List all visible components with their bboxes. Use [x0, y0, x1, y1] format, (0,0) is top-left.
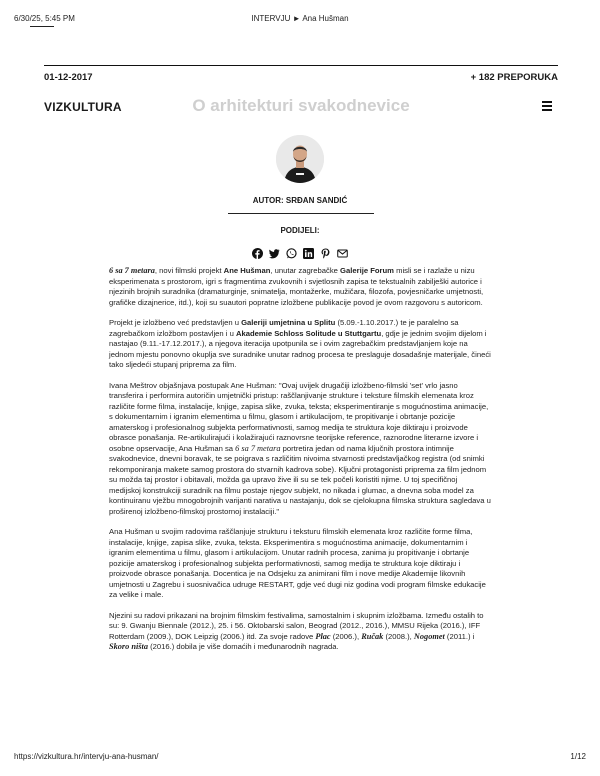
article-paragraph: [109, 318, 491, 371]
article-paragraph: Ana Hušman u svojim radovima raščlanjuje strukturu i teksturu filmskih elemenata kroz različite forme filma, instalacije, knjige, zapisa slike, zvuka, teksta. Eksperimentira s mogućnostima animacije, dokumentarnim i igranim elementima u filmu, glasom i artikulacijom. Unutar radnih procesa, zanima ju propitivanje i obrtanje pozicije amaterskog i profesionalnog subjekta performativnosti, samog medija te struktura koje diktiraju i proizvode obrasce ponašanja. Docentica je na Odsjeku za animirani film i nove medije Akademije likovnih umjetnosti u Zagrebu i suosnivačica udruge RESTART, gdje već dugi niz godina vodi program filmske edukacije za velike i male.: [109, 527, 486, 599]
film-title: 6 sa 7 metara: [235, 443, 281, 453]
twitter-icon[interactable]: [269, 248, 280, 259]
text-run: Njezini su radovi prikazani na brojnim filmskim festivalima, samostalnim i skupnim izložbama. Između ostalih to su: 9. Gwanju Biennale (2012.), 25. i 56. Oktobarski salon, Beograd (2012., 2016.), MMSU Rijeka (2016.), IFF Rotterdam (2009.), DOK Leipzig (2006.) itd. Za svoje radove: [109, 610, 484, 641]
email-icon[interactable]: [337, 248, 348, 259]
site-logo[interactable]: VIZKULTURA: [44, 100, 122, 114]
text-run: (5.09.-1.10.2017.) te je paralelno sa zagrebačkom izložbom postavljen i u: [109, 318, 459, 338]
facebook-icon[interactable]: [252, 248, 263, 259]
text-run: (2016.) dobila je više domaćih i međunarodnih nagrada.: [147, 642, 339, 651]
article-body: [109, 266, 491, 663]
film-title: Skoro ništa: [109, 642, 148, 651]
article-headline: O arhitekturi svakodnevice: [192, 96, 410, 115]
film-title: Nogomet: [413, 631, 445, 641]
film-title: 6 sa 7 metara: [109, 266, 155, 275]
author-avatar: [276, 135, 324, 183]
article-paragraph: [109, 381, 491, 518]
pinterest-icon[interactable]: [320, 248, 331, 259]
recommend-button[interactable]: + 182 PREPORUKA: [470, 72, 558, 83]
share-label: PODIJELI:: [280, 226, 320, 235]
linkedin-icon[interactable]: [303, 248, 314, 259]
print-datetime: 6/30/25, 5:45 PM: [14, 14, 75, 23]
text-run: , gdje je jednim svojim dijelom i nastajao (9.11.-17.12.2017.), a njegova iteracija upotpunila se i ovim zagrebačkim predstavljanjem koje na jednom mjestu ponovno okuplja sve suradnike unutar radnog procesa te preslaguje dosadašnje materijale, čineći tako sljedeći stupanj priprema za film.: [109, 328, 491, 369]
gallery-link[interactable]: Galerije Forum: [340, 266, 394, 275]
article-paragraph: [109, 266, 491, 308]
author-name[interactable]: AUTOR: SRĐAN SANDIĆ: [252, 196, 348, 205]
print-title: INTERVJU ► Ana Hušman: [251, 14, 349, 23]
gallery-split-link[interactable]: Galeriji umjetnina u Splitu: [241, 318, 336, 327]
article-paragraph: [109, 611, 491, 653]
akademie-link[interactable]: Akademie Schloss Solitude u Stuttgartu: [235, 328, 382, 338]
text-run: (2006.),: [330, 631, 362, 641]
text-run: Ivana Meštrov objašnjava postupak Ane Hušman: "Ovaj uvijek drugačiji izložbeno-filmski 'set' vrlo jasno transferira i performira autoričin umjetnički pristup: raščlanjivanje strukture i teksture filmskih elemenata kroz različite forme filma, instalacije, knjige, zapisa slike, zvuka, teksta; eksperimentiranje s mogućnostima animacije, s dokumentarnim i igranim elementima u filmu, glasom i artikulacijom, te propitivanje i obrtanje pozicije amaterskog i profesionalnog subjekta performativnosti, samog medija te struktura koje diktiraju i proizvode obrasce ponašanja. Re-artikulirajući i kolažirajući raznovrsne teorijske reference, raznorodne literarne izvore i osobne opservacije, Ana Hušman sa: [109, 380, 489, 453]
text-run: misli se i razlaže u nizu eksperimenata s prostorom, igri s fragmentima zvukovnih i svjetlosnih zapisa te tekstualnih zabilješki autorice i njezinih brojnih suradnika (dramaturginje, snimatelja, montažerke, mužičara, filozofa, povjesničarke umjetnosti, grafičke dizajnerice, itd.), koji su suautori popratne izložbene publikacije povod je ovom razgovoru s autoricom.: [109, 266, 484, 307]
publish-date: 01-12-2017: [44, 72, 93, 83]
film-title: Ručak: [361, 631, 384, 641]
hamburger-menu-icon[interactable]: [542, 101, 552, 111]
text-run: Projekt je izložbeno već predstavljen u: [109, 318, 242, 327]
text-run: , unutar zagrebačke: [270, 266, 341, 275]
artist-link[interactable]: Ane Hušman: [223, 266, 271, 275]
text-run: (2011.) i: [444, 631, 475, 641]
text-run: portretira jedan od nama ključnih prostora intimnije svakodnevice, dnevni boravak, te se poigrava s različitim nivoima stvarnosti predstavljačkog registra (od snimki rekomponiranja makete samog prostora do stvarnih kadrova sobe). Ključni protagonisti priprema za film jednom su možda taj prostor i obitavali, možda ga upravo žive ili su se tek počeli koristiti njime. U toj specifičnoj medijskoj konstrukciji suradnik na filmu postaje njegov subjekt, no nikada i glumac, a dnevna soba model za kontinuiranu vježbu mnogobrojnih varijanti narativa u nastajanju, dok se cjelokupna filmska struktura sagledava u proširenoj izložbeno-filmskoj prostornoj instalaciji.": [109, 443, 491, 516]
print-url: https://vizkultura.hr/intervju-ana-husman/: [14, 752, 159, 761]
page-number: 1/12: [570, 752, 586, 761]
film-title: Plac: [315, 631, 331, 641]
site-header: [44, 96, 558, 118]
author-divider: [228, 213, 374, 214]
header-divider: [30, 26, 54, 27]
top-divider: [44, 65, 558, 66]
text-run: (2008.),: [383, 631, 414, 641]
share-bar: [0, 248, 600, 259]
whatsapp-icon[interactable]: [286, 248, 297, 259]
text-run: , novi filmski projekt: [154, 266, 224, 275]
